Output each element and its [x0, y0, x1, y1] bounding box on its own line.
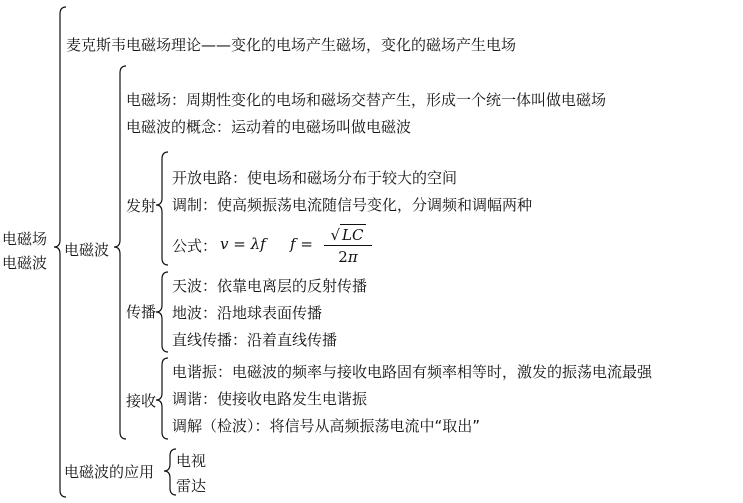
sqrt-sign: √ — [330, 226, 341, 244]
ground-wave: 地波：沿地球表面传播 — [172, 304, 323, 322]
root-label-line2: 电磁波 — [2, 254, 48, 272]
reception-brace — [156, 358, 168, 439]
demodulation: 调解（检波）：将信号从高频振荡电流中“取出” — [172, 417, 481, 435]
sky-wave: 天波：依靠电离层的反射传播 — [172, 277, 368, 295]
em-wave-concept: 电磁波的概念：运动着的电磁场叫做电磁波 — [126, 118, 412, 136]
emission-brace — [156, 152, 168, 265]
applications-brace — [164, 449, 176, 495]
tuning: 调谐：使接收电路发生电谐振 — [172, 390, 368, 408]
maxwell-theory: 麦克斯韦电磁场理论——变化的电场产生磁场，变化的磁场产生电场 — [66, 36, 517, 54]
reception-label: 接收 — [126, 392, 157, 410]
em-field-definition: 电磁场：周期性变化的电场和磁场交替产生，形成一个统一体叫做电磁场 — [126, 91, 607, 109]
frequency-numerator: LC — [342, 226, 364, 244]
frequency-fraction — [324, 224, 372, 267]
propagation-brace — [156, 272, 168, 352]
em-wave-label: 电磁波 — [64, 241, 110, 259]
root-label-line1: 电磁场 — [2, 230, 48, 248]
frequency-lhs: f = — [290, 235, 313, 253]
frequency-denominator-var: π — [347, 248, 358, 266]
open-circuit: 开放电路：使电场和磁场分布于较大的空间 — [172, 169, 458, 187]
modulation: 调制：使高频振荡电流随信号变化，分调频和调幅两种 — [172, 196, 533, 214]
formula-label: 公式： — [172, 237, 218, 255]
applications-label: 电磁波的应用 — [64, 463, 155, 481]
frequency-denominator-coef: 2 — [338, 248, 348, 266]
line-of-sight: 直线传播：沿着直线传播 — [172, 331, 338, 349]
propagation-label: 传播 — [126, 303, 157, 321]
fraction-bar — [324, 245, 372, 246]
application-radar: 雷达 — [176, 477, 207, 495]
emission-label: 发射 — [126, 197, 157, 215]
wave-equation: v = λf — [220, 235, 266, 253]
resonance: 电谐振：电磁波的频率与接收电路固有频率相等时，激发的振荡电流最强 — [172, 363, 653, 381]
em-wave-brace — [114, 66, 126, 439]
application-tv: 电视 — [176, 452, 207, 470]
